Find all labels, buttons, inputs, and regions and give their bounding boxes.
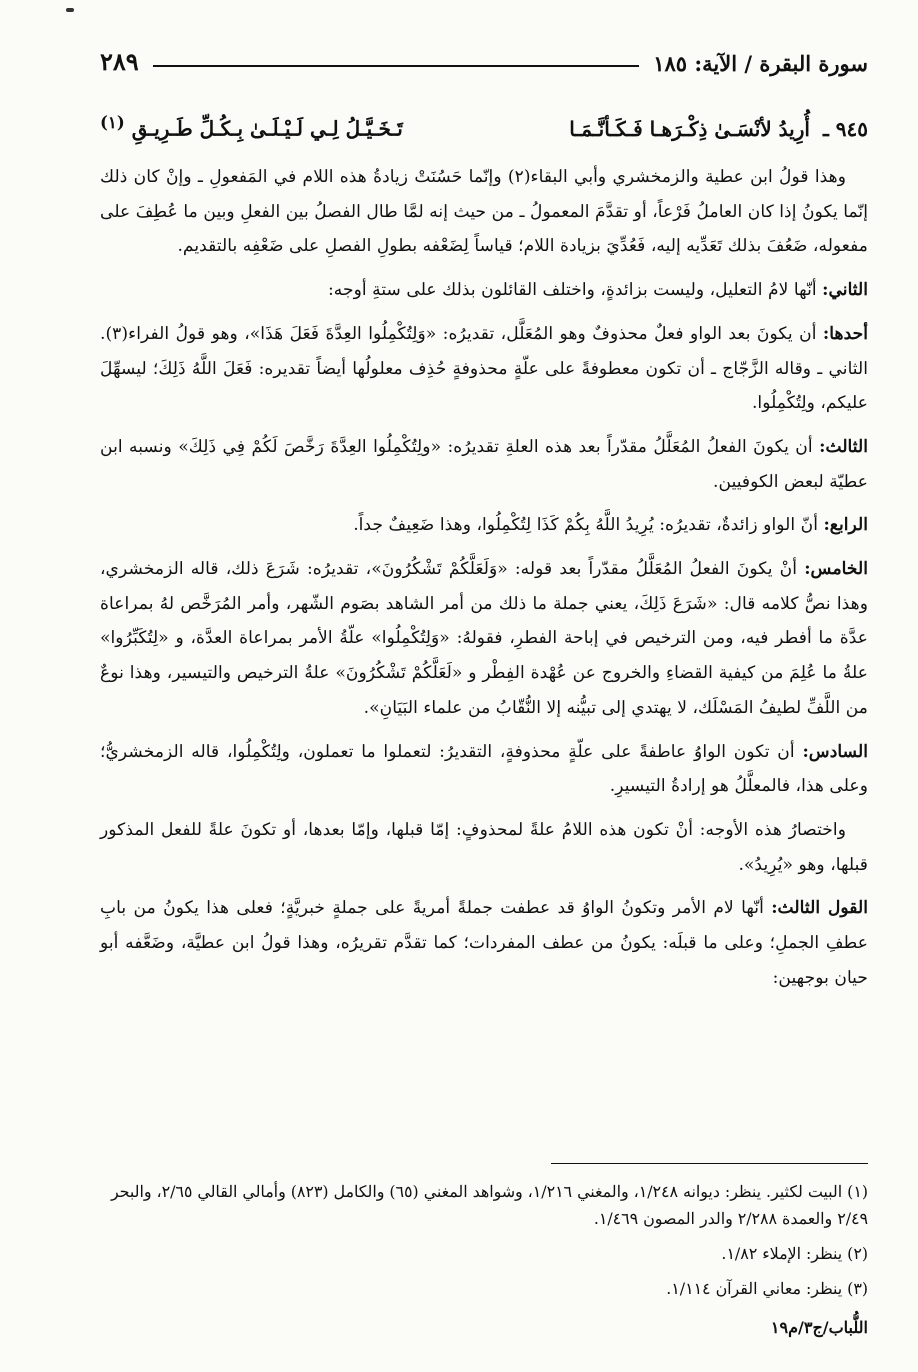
footnote: (١) البيت لكثير. ينظر: ديوانه ١/٢٤٨، والمغني ١/٢١٦، وشواهد المغني (٦٥) والكامل (٨٢٣) وأمالي القالي ٢/٦٥، والبحر ٢/٤٩ والعمدة ٢/٢٨٨ والدر المصون ١/٤٦٩. [110, 1182, 868, 1228]
paragraph [100, 735, 868, 804]
hemistich-2: تَـخَـيَّـلُ لِـي لَـيْـلَـىٰ بِـكُـلِّ طَـرِيـقِ [131, 116, 403, 141]
paragraph-text: أنّها لامُ التعليل، وليست بزائدةٍ، واختلف القائلون بذلك على ستةِ أوجه: [327, 280, 817, 301]
paragraph [100, 552, 868, 726]
page [100, 0, 868, 1372]
scan-mark [66, 8, 74, 12]
footnote: (٢) ينظر: الإملاء ١/٨٢. [721, 1244, 868, 1263]
section-label: الثالث: [819, 436, 868, 457]
paragraph-text: أن يكونَ الفعلُ المُعَلَّلُ مقدّراً بعد هذه العلةِ تقديرُه: «ولِتُكْمِلُوا العِدَّةَ رَخَّصَ لَكُمْ فِي ذَلِكَ» ونسبه ابن عطيّة لبعض الكوفيين. [100, 436, 868, 492]
verse-first-hemistich [569, 117, 868, 141]
page-number: ٢٨٩ [100, 47, 139, 76]
paragraph-text: أن تكون الواوُ عاطفةً على علّةٍ محذوفةٍ، التقديرُ: لتعملوا ما تعملون، ولِتُكْمِلُوا، قاله الزمخشريُّ؛ وعلى هذا، فالمعلَّلُ هو إرادةُ التيسيرِ. [100, 741, 868, 797]
paragraph [100, 508, 868, 543]
page-header [100, 40, 868, 76]
paragraph: واختصارُ هذه الأوجه: أنْ تكون هذه اللامُ علةً لمحذوفٍ: إمّا قبلها، وإمّا بعدها، أو تكونَ علةً للفعل المذكور قبلها، وهو «يُرِيدُ». [100, 819, 868, 875]
section-label: الثاني: [822, 280, 868, 301]
hemistich-1: أُرِيدُ لأنْسَـىٰ ذِكْـرَهـا فَـكَـأنَّـمَـا [569, 116, 810, 141]
section-label: الرابع: [823, 515, 868, 536]
main-text [100, 160, 868, 1004]
verse-second-hemistich [100, 112, 403, 141]
header-rule [153, 65, 640, 67]
verse-number: ٩٤٥ ـ [822, 116, 868, 141]
footnote-separator [551, 1163, 868, 1164]
paragraph [100, 317, 868, 421]
paragraph: وهذا قولُ ابن عطية والزمخشري وأبي البقاء(٢) وإنّما حَسُنَتْ زيادةُ هذه اللام في المَفعولِ ـ وإنْ كان ذلك إنّما يكونُ إذا كان العاملُ فَرْعاً، أو تقدَّمَ المعمولُ ـ من حيث إنه لمَّا طال الفصلُ بين الفعلِ وبين ما عُطِفَ على مفعوله، ضَعُفَ بذلك تَعَدِّيه إليه، فَعُدِّيَ بزيادة اللام؛ قياساً لِضَعْفه بطولِ الفصلِ على ضَعْفِه بالتقديم. [100, 167, 868, 257]
footnote-ref: (١) [100, 112, 125, 132]
poetry-verse [100, 112, 868, 141]
paragraph-text: أن يكونَ بعد الواو فعلٌ محذوفٌ وهو المُعَلَّل، تقديرُه: «وَلِتُكْمِلُوا العِدَّةَ فَعَلَ هَذَا»، وهو قولُ الفراء(٣). الثاني ـ وقاله الزَّجّاج ـ أن تكون معطوفةً على علّةٍ محذوفةٍ حُذِف معلولُها أيضاً تقديره: فَعَلَ اللَّهُ ذَلِكَ؛ ليسهِّلَ عليكم، ولِتُكْمِلُوا. [100, 323, 868, 414]
section-label: الخامس: [804, 559, 868, 580]
footnotes [100, 1178, 868, 1310]
footnote: (٣) ينظر: معاني القرآن ١/١١٤. [666, 1279, 868, 1298]
paragraph-text: أنْ يكونَ الفعلُ المُعَلَّلُ مقدّراً بعد قوله: «وَلَعَلَّكُمْ تَشْكُرُونَ»، تقديرُه: شَرَعَ ذلك، قاله الزمخشري، وهذا نصُّ كلامه قال: «شَرَعَ ذَلِكَ، يعني جملة ما ذلك من أمر الشاهد بصَوم الشّهر، وأمر المُرَخَّص لهُ بمراعاة عدَّة ما أفطر فيه، ومن الترخيص في إباحة الفطرِ، فقولهُ: «وَلِتُكْمِلُوا» علّةُ الأمر بمراعاة العدَّة، و «لِتُكَبِّرُوا» علةُ ما عُلِمَ من كيفية القضاءِ والخروج عن عُهْدة الفِطْر و «لَعَلَّكُمْ تَشْكُرُونَ» علةُ الترخيص والتيسير، وهذا نوعٌ من اللَّفِّ لطيفُ المَسْلَك، لا يهتدي إلى تبيُّنه إلا النُّقّابُ من علماء البَيَانِ». [100, 559, 868, 718]
paragraph-text: أنّ الواو زائدةٌ، تقديرُه: يُرِيدُ اللَّهُ بِكُمْ كَذَا لِتُكْمِلُوا، وهذا ضَعِيفٌ جداً. [353, 515, 818, 536]
paragraph [100, 891, 868, 995]
running-title: سورة البقرة / الآية: ١٨٥ [653, 51, 868, 76]
signature-mark: اللُّباب/ج٣/م١٩ [770, 1318, 868, 1337]
section-label: القول الثالث: [771, 898, 869, 919]
paragraph [100, 273, 868, 308]
paragraph-text: أنّها لام الأمر وتكونُ الواوُ قد عطفت جملةً أمريةً على جملةٍ خبريَّةٍ؛ فعلى هذا يكونُ من بابِ عطفِ الجملِ؛ وعلى ما قبلَه: يكونُ من عطف المفردات؛ كما تقدَّم تقريرُه، وهذا قولُ ابن عطيَّة، وضَعَّفه أبو حيان بوجهين: [100, 898, 868, 988]
paragraph [100, 430, 868, 499]
section-label: أحدها: [822, 323, 868, 344]
section-label: السادس: [802, 741, 869, 762]
